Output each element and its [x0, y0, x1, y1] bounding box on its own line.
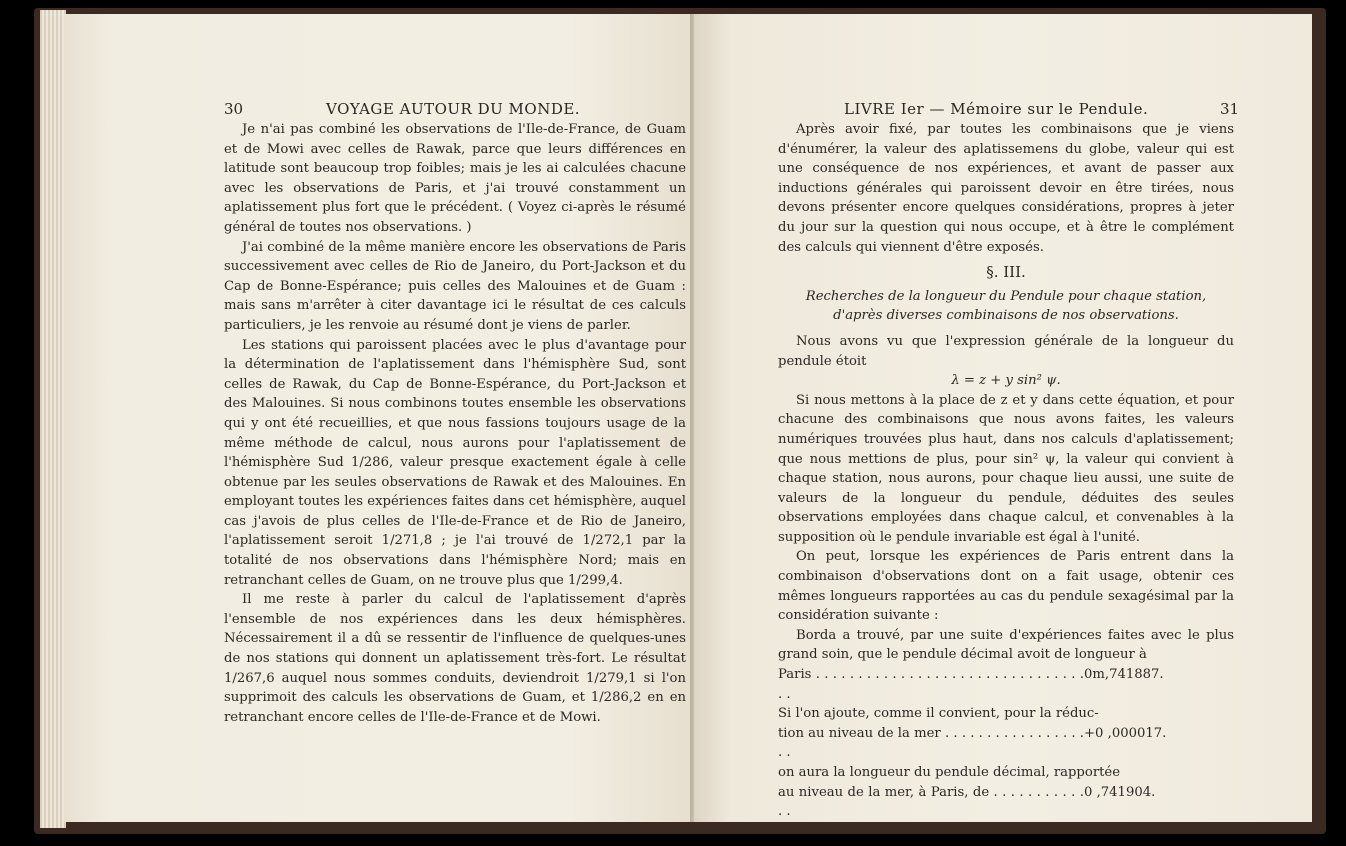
value-row-reduction-label-b: tion au niveau de la mer . . . . . . . . . . . . . . . . . . .: [778, 725, 1084, 761]
section-subtitle-line-2: d'après diverses combinaisons de nos observations.: [833, 308, 1179, 324]
right-page-number: 31: [1220, 100, 1240, 118]
right-page: [694, 14, 1312, 822]
right-paragraph-4: Borda a trouvé, par une suite d'expériences faites avec le plus grand soin, que le pendule décimal avoit de longueur à: [778, 627, 1234, 663]
value-row-reduction: [778, 724, 1234, 763]
right-intro-paragraph: Après avoir fixé, par toutes les combinaisons que je viens d'énumérer, la valeur des aplatissemens du globe, valeur qui est une conséquence de nos expériences, et avant de passer aux inductions générales qui paroissent devoir en être tirées, nous devons présenter encore quelques considérations, propres à jeter du jour sur la question qui nous occupe, et à être le complément des calculs qui viennent d'être exposés.: [778, 122, 1234, 255]
value-row-total: [778, 783, 1234, 822]
section-subtitle-line-1: Recherches de la longueur du Pendule pour chaque station,: [805, 288, 1207, 304]
right-paragraph-1: Nous avons vu que l'expression générale de la longueur du pendule étoit: [778, 333, 1234, 369]
value-row-total-value: 0 ,741904.: [1084, 784, 1156, 800]
left-paragraph-4: Il me reste à parler du calcul de l'aplatissement d'après l'ensemble de nos expériences dans les deux hémisphères. Nécessairement il a dû se ressentir de l'influence de quelques-unes de nos stations qui donnent un aplatissement très-fort. Le résultat 1/267,6 auquel nous sommes conduits, deviendroit 1/279,1 si l'on supprimoit des calculs les observations de Guam, et 1/286,2 en en retranchant encore celles de l'Ile-de-France et de Mowi.: [224, 592, 686, 725]
left-paragraph-2: J'ai combiné de la même manière encore les observations de Paris successivement avec celles de Rio de Janeiro, du Port-Jackson et du Cap de Bonne-Espérance; puis celles des Malouines et de Guam : mais sans m'arrêter à citer davantage ici le résultat de ces calculs particuliers, je les renvoie au résumé dont je viens de parler.: [224, 239, 686, 333]
value-row-total-label-b: au niveau de la mer, à Paris, de . . . . . . . . . . . . .: [778, 784, 1084, 820]
right-running-header: LIVRE Ier — Mémoire sur le Pendule.: [844, 100, 1149, 118]
page-edges: [40, 10, 66, 828]
value-row-reduction-value: +0 ,000017.: [1084, 725, 1167, 741]
section-heading: §. III.: [986, 263, 1026, 282]
left-running-header: VOYAGE AUTOUR DU MONDE.: [326, 100, 581, 118]
left-body-text: [224, 120, 686, 727]
right-body-text: [778, 120, 1234, 822]
left-page-number: 30: [224, 100, 244, 118]
value-row-paris-value: 0m,741887.: [1084, 667, 1164, 683]
value-row-total-label-a: on aura la longueur du pendule décimal, rapportée: [778, 765, 1121, 780]
value-row-paris: [778, 665, 1234, 704]
left-page: [64, 14, 694, 822]
pendulum-formula: λ = z + y sin² ψ.: [951, 373, 1061, 389]
right-paragraph-3: On peut, lorsque les expériences de Paris entrent dans la combinaison d'observations dont on a fait usage, obtenir ces mêmes longueurs rapportées au cas du pendule sexagésimal par la considération suivante :: [778, 549, 1234, 624]
left-paragraph-3: Les stations qui paroissent placées avec le plus d'avantage pour la détermination de l'aplatissement dans l'hémisphère Sud, sont celles de Rawak, du Cap de Bonne-Espérance, du Port-Jackson et des Malouines. Si nous combinons toutes ensemble les observations qui y ont été recueillies, et que nous fassions toujours usage de la même méthode de calcul, nous aurons pour l'aplatissement de l'hémisphère Sud 1/286, valeur presque exactement égale à celle obtenue par les seules observations de Rawak et des Malouines. En employant toutes les expériences faites dans cet hémisphère, auquel cas j'avois de plus celles de l'Ile-de-France et de Rio de Janeiro, l'aplatissement seroit 1/271,8 ; je l'ai trouvé de 1/272,1 par la totalité de nos observations dans l'hémisphère Nord; mais en retranchant celles de Guam, on ne trouve plus que 1/299,4.: [224, 337, 686, 588]
left-paragraph-1: Je n'ai pas combiné les observations de l'Ile-de-France, de Guam et de Mowi avec celles de Rawak, parce que leurs différences en latitude sont beaucoup trop foibles; mais je les ai calculées chacune avec les observations de Paris, et j'ai trouvé constamment un aplatissement plus fort que le précédent. ( Voyez ci-après le résumé général de toutes nos observations. ): [224, 122, 686, 235]
value-row-reduction-label-a: Si l'on ajoute, comme il convient, pour la réduc-: [778, 706, 1099, 722]
right-paragraph-2: Si nous mettons à la place de z et y dans cette équation, et pour chacune des combinaisons que nous avons faites, les valeurs numériques trouvées plus haut, dans nos calculs d'aplatissement; que nous mettions de plus, pour sin² ψ, la valeur qui convient à chaque station, nous aurons, pour chaque lieu aussi, une suite de valeurs de la longueur du pendule, déduites des seules observations employées dans chaque calcul, et convenables à la supposition où le pendule invariable est égal à l'unité.: [778, 392, 1234, 545]
value-row-paris-label: Paris . . . . . . . . . . . . . . . . . . . . . . . . . . . . . . . . . .: [778, 667, 1084, 702]
